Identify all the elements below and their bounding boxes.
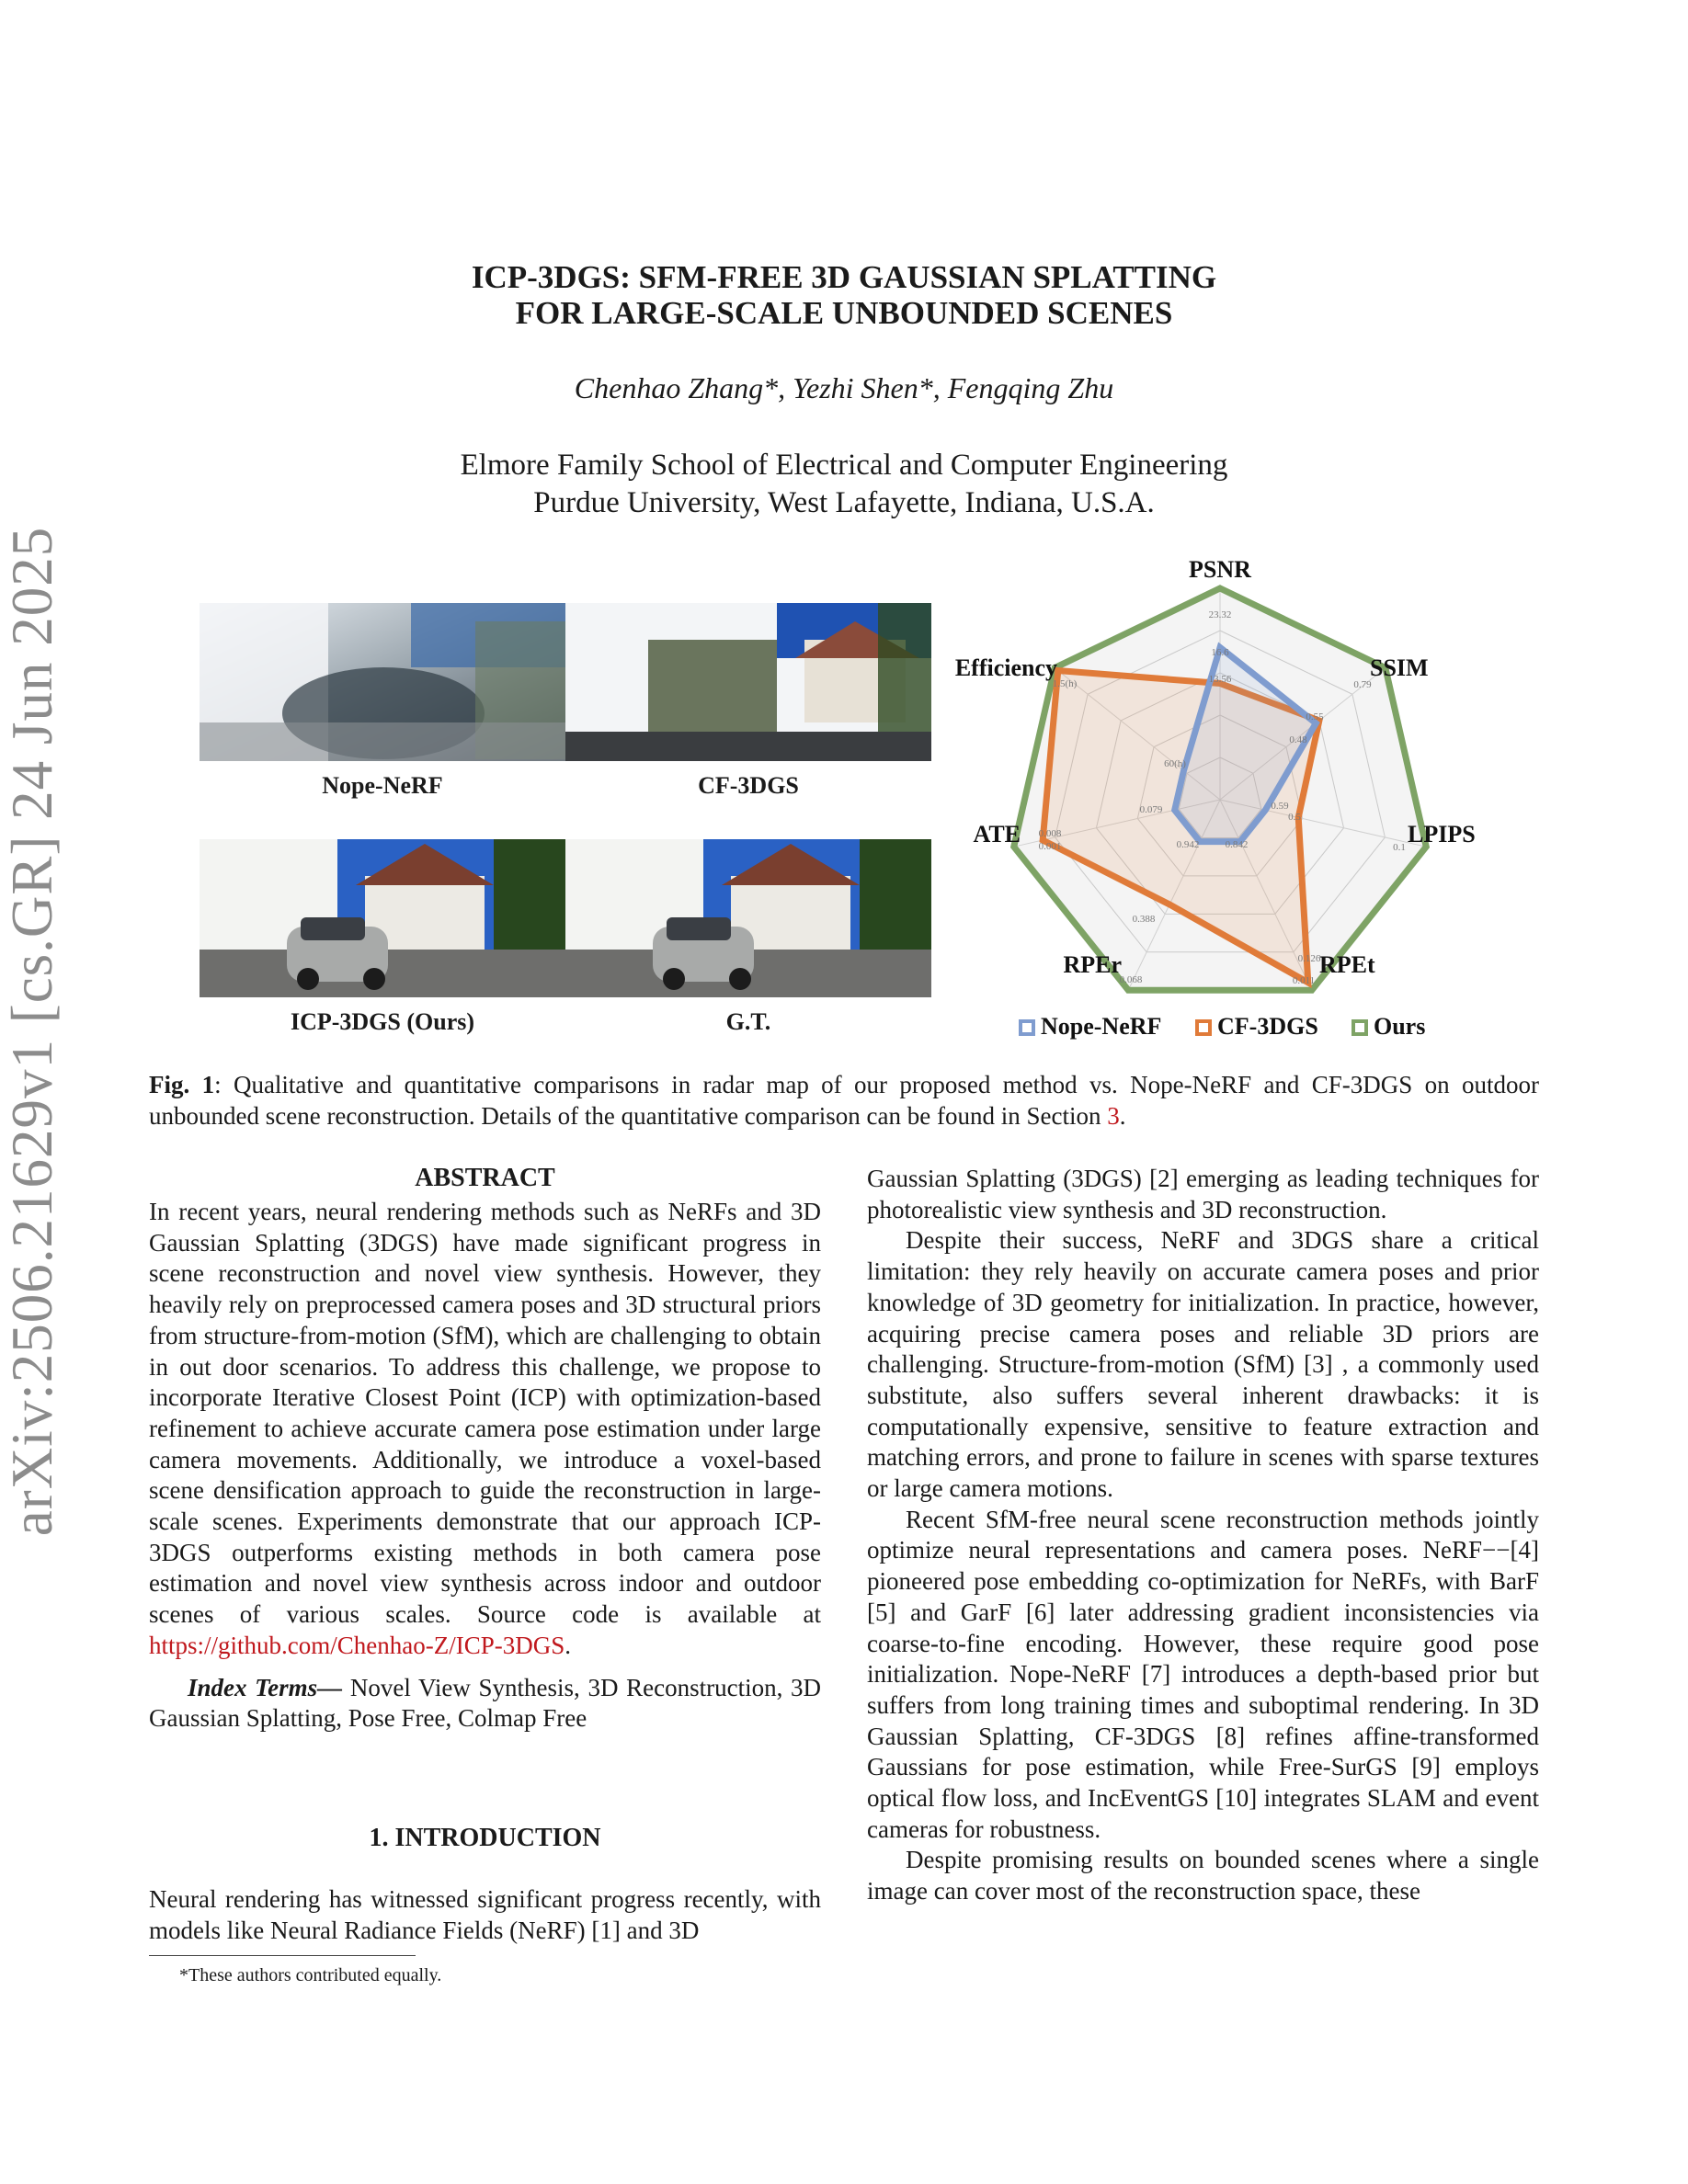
radar-tick-label: 0.079 — [1139, 804, 1163, 815]
footnote-rule — [149, 1955, 416, 1956]
figure-label: Fig. 1 — [149, 1071, 215, 1098]
radar-tick-label: 0.126 — [1297, 953, 1321, 964]
arxiv-stamp: arXiv:2506.21629v1 [cs.GR] 24 Jun 2025 — [0, 526, 64, 1537]
radar-tick-label: 0.5 — [1288, 812, 1301, 823]
abstract-body — [149, 1197, 821, 1735]
right-paragraph-2: Recent SfM-free neural scene reconstruction methods jointly optimize neural representations and camera poses. NeRF−−[4] pioneered pose embedding co-optimization for NeRFs, with BarF [5] and GarF [6] later addressing gradient inconsistencies via coarse-to-fine encoding. However, these require good pose initialization. Nope-NeRF [7] introduces a depth-based prior but suffers from long training times and suboptimal rendering. In 3D Gaussian Splatting, CF-3DGS [8] refines affine-transformed Gaussians for pose estimation, while Free-SurGS [9] employs optical flow loss, and IncEventGS [10] integrates SLAM and event cameras for robustness. — [867, 1505, 1539, 1843]
legend-swatch — [1021, 1021, 1033, 1034]
radar-tick-label: 0.011 — [1292, 975, 1316, 986]
intro-paragraph-1: Neural rendering has witnessed significant progress recently, with models like Neural Radiance Fields (NeRF) [1] and 3D — [149, 1885, 821, 1944]
radar-tick-label: 0.59 — [1271, 801, 1289, 812]
radar-axis-label: SSIM — [1370, 654, 1429, 681]
right-column — [867, 1164, 1539, 1907]
legend-swatch — [1353, 1021, 1366, 1034]
radar-tick-label: 0.942 — [1176, 839, 1200, 850]
radar-axis-label: LPIPS — [1408, 821, 1476, 847]
radar-tick-label: 0.79 — [1353, 679, 1372, 690]
caption-end: . — [1119, 1102, 1126, 1130]
radar-tick-label: 60(h) — [1164, 758, 1186, 769]
radar-chart — [938, 552, 1526, 1052]
panel-label-gt: G.T. — [725, 1008, 771, 1035]
radar-tick-label: 0.48 — [1289, 734, 1307, 745]
figure-caption — [149, 1069, 1539, 1132]
radar-legend — [1021, 1013, 1425, 1040]
footnote: *These authors contributed equally. — [179, 1965, 442, 1985]
radar-tick-label: 0.068 — [1119, 974, 1143, 985]
panel-label-icp-3dgs: ICP-3DGS (Ours) — [290, 1008, 475, 1035]
authors: Chenhao Zhang*, Yezhi Shen*, Fengqing Zhu — [574, 371, 1114, 404]
radar-tick-label: 16.6 — [1211, 647, 1229, 658]
radar-axis-label: RPEt — [1319, 951, 1375, 978]
title-line-2: FOR LARGE-SCALE UNBOUNDED SCENES — [515, 295, 1173, 331]
abstract-end: . — [565, 1631, 571, 1659]
radar-tick-label: 0.842 — [1225, 839, 1249, 850]
radar-axis-label: Efficiency — [954, 654, 1057, 681]
intro-body — [149, 1884, 821, 1946]
panel-label-cf-3dgs: CF-3DGS — [698, 772, 799, 799]
legend-label: Nope-NeRF — [1041, 1013, 1162, 1040]
photo-icp-3dgs — [200, 839, 565, 997]
figure-caption-text: : Qualitative and quantitative comparisons in radar map of our proposed method vs. Nope-NeRF and CF-3DGS on outdoor unbounded scene reconstruction. Details of the quantitative comparison can be found in Section — [149, 1071, 1539, 1130]
source-code-link[interactable]: https://github.com/Chenhao-Z/ICP-3DGS — [149, 1631, 565, 1659]
right-paragraph-3: Despite promising results on bounded scenes where a single image can cover most of the reconstruction space, these — [867, 1846, 1539, 1905]
radar-tick-label: 0.388 — [1132, 914, 1156, 925]
abstract-text: In recent years, neural rendering methods such as NeRFs and 3D Gaussian Splatting (3DGS) have made significant progress in scene reconstruction and novel view synthesis. However, they heavily rely on preprocessed camera poses and 3D structural priors from structure-from-motion (SfM), which are challenging to obtain in out door scenarios. To address this challenge, we propose to incorporate Iterative Closest Point (ICP) with optimization-based refinement to achieve accurate camera pose estimation under large camera movements. Additionally, we introduce a voxel-based scene densification approach to guide the reconstruction in large-scale scenes. Experiments demonstrate that our approach ICP-3DGS outperforms existing methods in both camera pose estimation and novel view synthesis across indoor and outdoor scenes of various scales. Source code is available at — [149, 1198, 821, 1629]
legend-label: Ours — [1374, 1013, 1426, 1040]
section-ref-link[interactable]: 3 — [1107, 1102, 1120, 1130]
right-paragraph-1: Despite their success, NeRF and 3DGS share a critical limitation: they rely heavily on accurate camera poses and prior knowledge of 3D geometry for initialization. In practice, however, acquiring precise camera poses and reliable 3D priors are challenging. Structure-from-motion (SfM) [3] , a commonly used substitute, also suffers several inherent drawbacks: it is computationally expensive, sensitive to feature extraction and matching errors, and prone to failure in scenes with sparse textures or large camera motions. — [867, 1226, 1539, 1503]
photo-gt — [565, 839, 931, 997]
right-paragraph-0: Gaussian Splatting (3DGS) [2] emerging as leading techniques for photorealistic view synthesis and 3D reconstruction. — [867, 1165, 1539, 1223]
radar-tick-label: 0.008 — [1038, 828, 1062, 839]
photo-cf-3dgs — [565, 603, 931, 761]
photo-nope-nerf — [200, 603, 565, 761]
title-line-1: ICP-3DGS: SFM-FREE 3D GAUSSIAN SPLATTING — [471, 259, 1217, 295]
radar-axis-label: ATE — [973, 821, 1021, 847]
affiliation — [0, 447, 1688, 522]
legend-swatch — [1197, 1021, 1210, 1034]
affiliation-line-1: Elmore Family School of Electrical and Computer Engineering — [460, 449, 1228, 482]
paper-title — [0, 259, 1688, 331]
legend-label: CF-3DGS — [1217, 1013, 1318, 1040]
index-terms-label: Index Terms— — [188, 1673, 343, 1701]
index-terms: Novel View Synthesis, 3D Reconstruction, 3D Gaussian Splatting, Pose Free, Colmap Free — [149, 1673, 821, 1733]
radar-axis-label: PSNR — [1189, 556, 1251, 583]
intro-heading: 1. INTRODUCTION — [369, 1824, 601, 1852]
radar-axis-label: RPEr — [1063, 951, 1122, 978]
panel-label-nope-nerf: Nope-NeRF — [322, 772, 443, 799]
radar-tick-label: 1.5(h) — [1052, 678, 1078, 689]
radar-tick-label: 0.001 — [1038, 841, 1062, 852]
abstract-heading: ABSTRACT — [415, 1164, 555, 1192]
affiliation-line-2: Purdue University, West Lafayette, Indiana, U.S.A. — [533, 486, 1155, 519]
radar-tick-label: 23.32 — [1208, 609, 1232, 620]
radar-tick-label: 0.1 — [1393, 842, 1406, 853]
radar-tick-label: 13.56 — [1208, 674, 1232, 685]
radar-tick-label: 0.55 — [1306, 711, 1324, 722]
